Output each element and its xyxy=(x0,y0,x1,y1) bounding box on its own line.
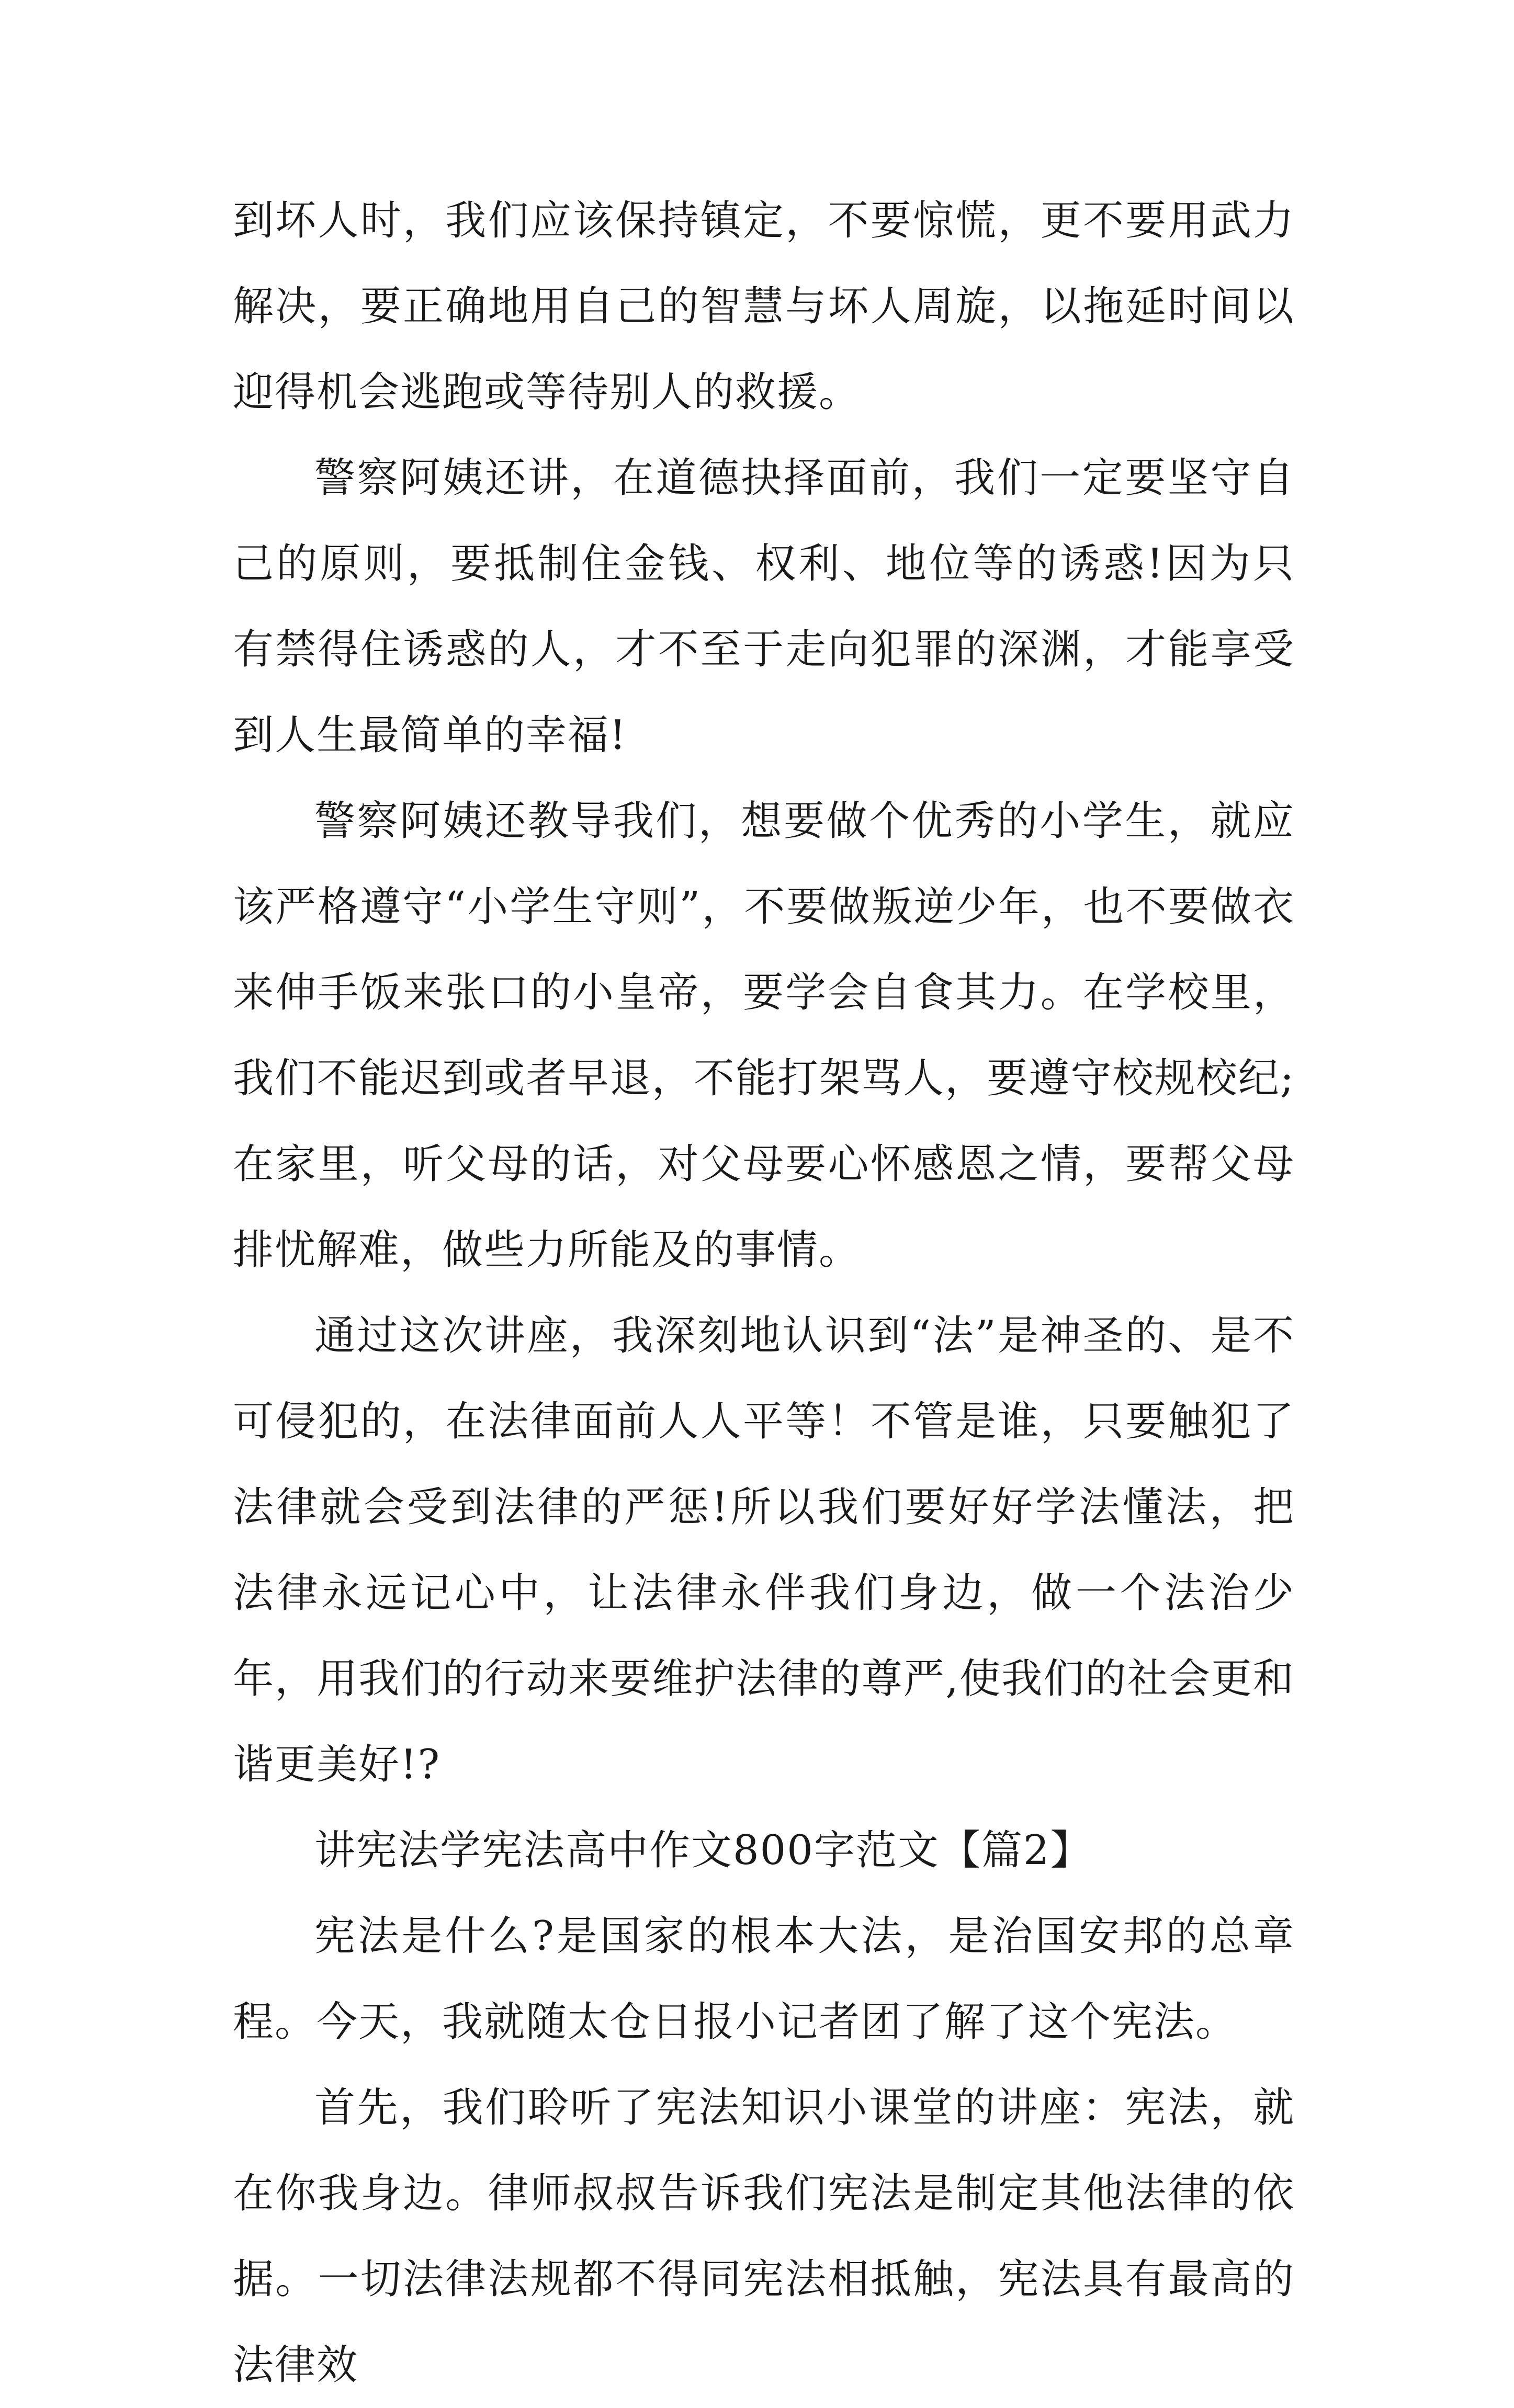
paragraph-4: 通过这次讲座，我深刻地认识到“法”是神圣的、是不可侵犯的，在法律面前人人平等！不管是谁，只要触犯了法律就会受到法律的严惩!所以我们要好好学法懂法，把法律永远记心中，让法律永伴我们身边，做一个法治少年，用我们的行动来要维护法律的尊严,使我们的社会更和谐更美好!? xyxy=(233,1312,1295,1788)
paragraph-5: 宪法是什么?是国家的根本大法，是治国安邦的总章程。今天，我就随太仓日报小记者团了解了这个宪法。 xyxy=(233,1913,1295,2046)
paragraph-1: 到坏人时，我们应该保持镇定，不要惊慌，更不要用武力解决，要正确地用自己的智慧与坏人周旋，以拖延时间以迎得机会逃跑或等待别人的救援。 xyxy=(233,197,1295,416)
paragraph-3: 警察阿姨还教导我们，想要做个优秀的小学生，就应该严格遵守“小学生守则”，不要做叛逆少年，也不要做衣来伸手饭来张口的小皇帝，要学会自食其力。在学校里，我们不能迟到或者早退，不能打架骂人，要遵守校规校纪;在家里，听父母的话，对父母要心怀感恩之情，要帮父母排忧解难，做些力所能及的事情。 xyxy=(233,798,1295,1274)
paragraph-2: 警察阿姨还讲，在道德抉择面前，我们一定要坚守自己的原则，要抵制住金钱、权利、地位等的诱惑!因为只有禁得住诱惑的人，才不至于走向犯罪的深渊，才能享受到人生最简单的幸福! xyxy=(233,455,1295,759)
document-body xyxy=(233,178,1295,2408)
paragraph-6: 首先，我们聆听了宪法知识小课堂的讲座：宪法，就在你我身边。律师叔叔告诉我们宪法是制定其他法律的依据。一切法律法规都不得同宪法相抵触，宪法具有最高的法律效 xyxy=(233,2084,1295,2389)
section-heading: 讲宪法学宪法高中作文800字范文【篇2】 xyxy=(314,1827,1092,1874)
